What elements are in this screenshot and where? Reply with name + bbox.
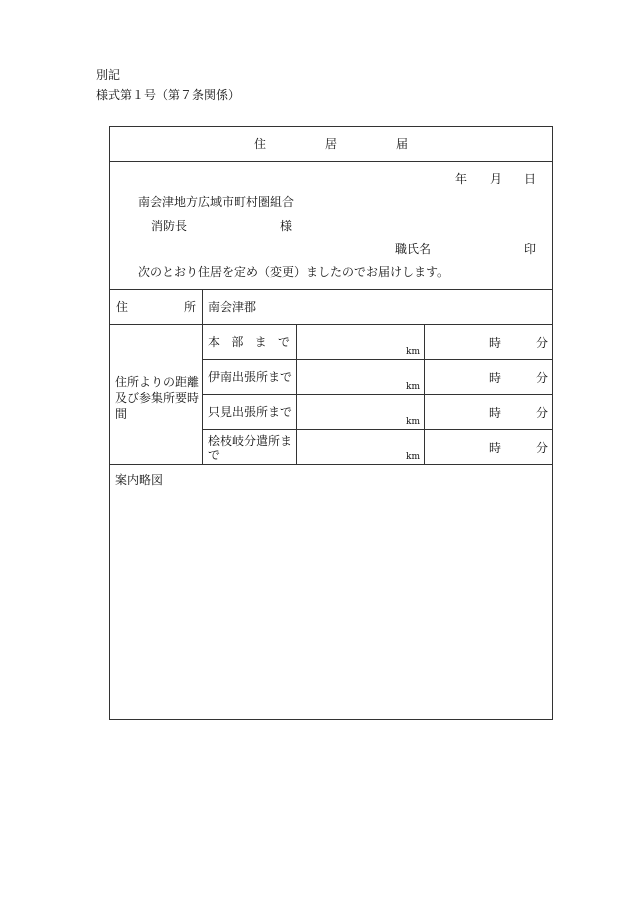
hour-unit: 時	[489, 371, 502, 385]
form-number: 様式第１号（第７条関係）	[96, 88, 241, 102]
destination-label-line: で	[208, 448, 221, 462]
seal-label: 印	[524, 242, 537, 256]
km-unit: km	[406, 347, 420, 357]
form-title-char: 住	[254, 137, 267, 151]
address-label-char: 所	[183, 300, 196, 314]
row-divider-2	[202, 394, 553, 395]
address-value: 南会津郡	[208, 300, 257, 314]
address-label	[116, 301, 196, 313]
km-unit: km	[406, 417, 420, 427]
destination-label-line: 桧枝岐分遣所ま	[208, 434, 293, 448]
addressee-title: 消防長	[151, 219, 188, 233]
minute-unit: 分	[536, 441, 549, 455]
form-title	[254, 138, 408, 150]
hour-unit: 時	[489, 336, 502, 350]
honorific: 様	[280, 219, 293, 233]
statement-divider	[109, 289, 553, 290]
form-title-char: 届	[395, 137, 408, 151]
statement-text: 次のとおり住居を定め（変更）ましたのでお届けします。	[138, 265, 450, 279]
km-unit: km	[406, 382, 420, 392]
address-divider	[109, 324, 553, 325]
map-label: 案内略図	[115, 473, 164, 487]
label-column-divider	[202, 289, 203, 464]
minute-unit: 分	[536, 406, 549, 420]
distance-time-label-line: 間	[115, 407, 128, 421]
destination-inan-branch: 伊南出張所まで	[208, 370, 293, 384]
destination-tadami-branch: 只見出張所まで	[208, 405, 293, 419]
hour-unit: 時	[489, 441, 502, 455]
destination-column-divider	[296, 324, 297, 464]
destination-char: 本	[208, 335, 221, 349]
minute-unit: 分	[536, 336, 549, 350]
destination-headquarters	[208, 336, 290, 348]
map-area	[110, 490, 552, 718]
hour-unit: 時	[489, 406, 502, 420]
address-label-char: 住	[116, 300, 129, 314]
day-label: 日	[524, 172, 537, 186]
destination-hinoemata-post	[208, 434, 292, 462]
addressee-org: 南会津地方広域市町村圏組合	[138, 195, 295, 209]
title-divider	[109, 161, 553, 162]
year-label: 年	[455, 172, 468, 186]
distance-divider	[109, 464, 553, 465]
destination-char: で	[277, 335, 290, 349]
distance-time-label-line: 及び参集所要時	[115, 391, 200, 405]
destination-char: 部	[231, 335, 244, 349]
month-label: 月	[490, 172, 503, 186]
form-title-char: 居	[324, 137, 337, 151]
minute-unit: 分	[536, 371, 549, 385]
km-unit: km	[406, 452, 420, 462]
distance-time-label	[115, 374, 199, 422]
km-column-divider	[424, 324, 425, 464]
row-divider-1	[202, 359, 553, 360]
destination-char: ま	[254, 335, 267, 349]
row-divider-3	[202, 429, 553, 430]
distance-time-label-line: 住所よりの距離	[115, 375, 200, 389]
note-label: 別記	[96, 68, 121, 82]
applicant-label: 職氏名	[395, 242, 432, 256]
